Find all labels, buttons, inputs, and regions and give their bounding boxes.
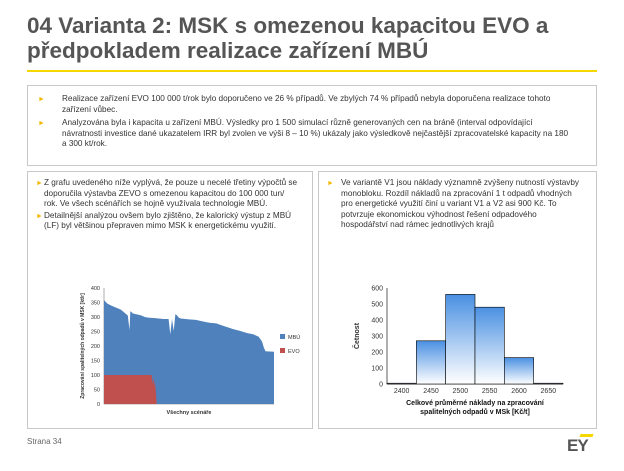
y-tick-label: 250 [90,329,100,336]
y-tick-label: 0 [96,402,100,408]
histogram-bar [475,307,504,384]
legend-label: EVO [288,349,300,355]
title-underline [27,70,597,72]
y-tick-label: 50 [93,387,100,394]
left-bullet [36,178,298,210]
bullet-arrow-icon: ► [38,120,45,127]
histogram-bar [446,294,475,384]
y-tick-label: 350 [90,300,100,307]
x-tick-label: 2550 [481,388,498,395]
right-panel [318,171,597,429]
bullet-arrow-icon: ► [38,96,45,103]
y-tick-label: 400 [371,317,383,325]
y-tick-label: 100 [90,373,100,379]
histogram-bar [504,358,533,384]
y-tick-label: 300 [371,333,383,341]
histogram-bar [534,383,563,384]
page-number: Strana 34 [27,437,62,446]
histogram-bar [416,341,445,384]
y-axis-label: Zpracování spalitelných odpadů v MSK [kt/r] [80,293,86,399]
y-tick-label: 200 [371,349,383,357]
summary-bullet [38,118,573,150]
summary-bullet-text: Realizace zařízení EVO 100 000 t/rok bylo doporučeno ve 26 % případů. Ve zbylých 74 % případů nebyla doporučena realizace tohoto zařízení vůbec. [62,94,551,114]
y-tick-label: 200 [90,344,100,350]
x-tick-label: 2450 [423,388,439,395]
legend-swatch [280,348,285,353]
bullet-arrow-icon: ► [36,180,43,187]
left-panel [27,171,313,429]
y-tick-label: 100 [371,365,383,373]
x-axis-label: Všechny scénáře [166,410,212,416]
legend-label: MBÚ [288,335,301,341]
summary-box [27,85,597,166]
left-panel-list [36,178,298,233]
right-bullet-text: Ve variantě V1 jsou náklady významně zvýšeny nutností výstavby monobloku. Rozdíl nákladů na zpracování 1 t odpadů vhodných pro energetické využití činí u variant V1 a V2 asi 900 Kč. To potvrzuje ekonomickou výhodnost řešení odpadového hospodářství nad rámec jednotlivých krajů [341,178,580,229]
left-bullet-text: Detailnější analýzou ovšem bylo zjištěno, že kalorický výstup z MBÚ (LF) byl většinou přepraven mimo MSK k energetickému využití. [44,210,292,230]
y-tick-label: 150 [90,358,100,365]
bullet-arrow-icon: ► [36,212,43,220]
summary-bullet [38,94,573,115]
x-tick-label: 2400 [393,388,410,395]
x-tick-label: 2500 [452,388,469,395]
left-bullet-text: Z grafu uvedeného níže vyplývá, že pouze u necelé třetiny výpočtů se doporučila výstavba ZEVO s omezenou kapacitou do 100 000 tun/ rok. Ve všech scénářích se hojně využívala technologie MBÚ. [44,178,298,208]
x-tick-label: 2650 [540,388,557,395]
capacity-area-chart [34,282,304,422]
summary-list [38,94,573,153]
y-axis-label: Četnost [354,322,361,350]
y-tick-label: 600 [371,285,383,293]
x-tick-label: 2600 [511,388,527,395]
right-bullet [327,178,582,231]
slide-title: 04 Varianta 2: MSK s omezenou kapacitou EVO a předpokladem realizace zařízení MBÚ [27,13,549,63]
summary-bullet-text: Analyzována byla i kapacita u zařízení MBÚ. Výsledky pro 1 500 simulací různě generovaných cen na bráně (interval odpovídající návratnosti investice dané ukazatelem IRR byl zvolen ve výši 8 – 10 %) ukázaly jako výsledkově nejčastější zpracovatelské kapacity na 180 a 300 kt/rok. [62,118,569,148]
ey-logo: EY [567,436,588,455]
y-tick-label: 0 [379,381,383,389]
histogram-bar [387,383,416,384]
bullet-arrow-icon: ► [327,180,334,187]
left-bullet [36,211,298,232]
y-tick-label: 400 [90,286,100,292]
legend-swatch [280,334,285,339]
y-tick-label: 300 [90,315,100,321]
y-tick-label: 500 [371,301,383,309]
right-panel-list [327,178,582,234]
x-axis-label: Celkové průměrné náklady na zpracování spalitelných odpadů v MSk [Kč/t] [406,400,544,416]
cost-histogram-chart [337,282,577,420]
